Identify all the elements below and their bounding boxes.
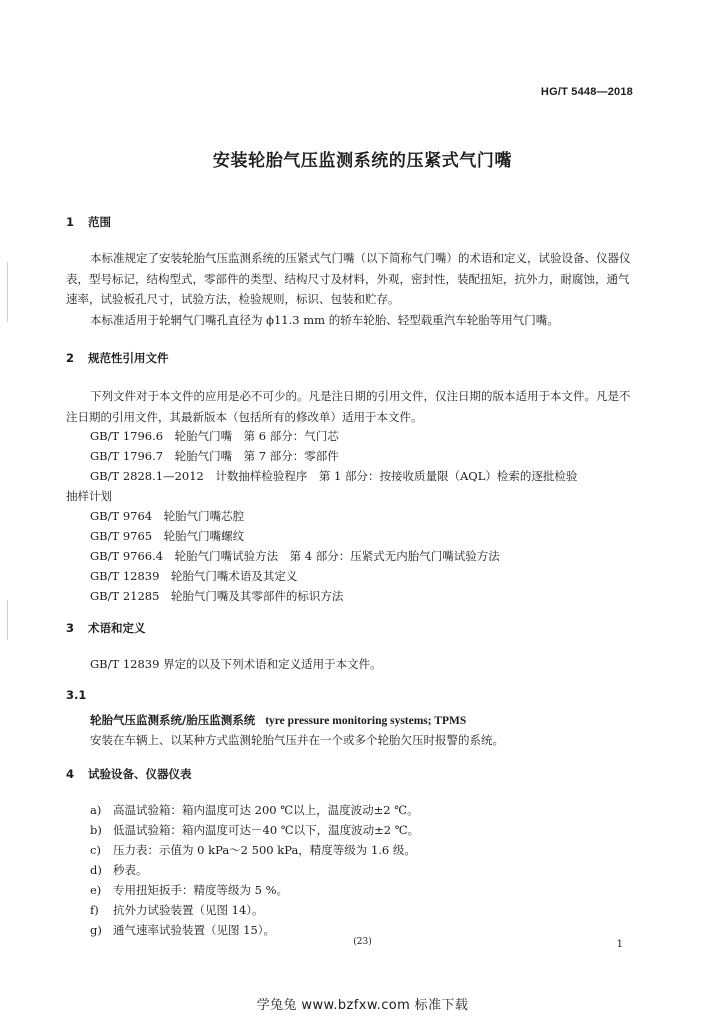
term-english: tyre pressure monitoring systems; TPMS [265, 715, 467, 727]
section-heading-terms [66, 620, 146, 636]
equipment-item: a) 高温试验箱：箱内温度可达 200 ℃以上，温度波动±2 ℃。 [90, 803, 419, 817]
equipment-item: f) 抗外力试验装置（见图 14）。 [90, 903, 264, 917]
references-intro: 下列文件对于本文件的应用是必不可少的。凡是注日期的引用文件，仅注日期的版本适用于本文件。凡是不注日期的引用文件，其最新版本（包括所有的修改单）适用于本文件。 [66, 389, 631, 424]
section-title: 范围 [88, 215, 111, 229]
equipment-item: b) 低温试验箱：箱内温度可达－40 ℃以下，温度波动±2 ℃。 [90, 823, 420, 837]
footer-watermark: 学兔兔 www.bzfxw.com 标准下载 [256, 998, 469, 1013]
scope-paragraph: 本标准适用于轮辋气门嘴孔直径为 ϕ11.3 mm 的轿车轮胎、轻型载重汽车轮胎等用气门嘴。 [90, 313, 559, 327]
section-title: 试验设备、仪器仪表 [88, 767, 192, 781]
equipment-item: e) 专用扭矩扳手：精度等级为 5 %。 [90, 883, 289, 897]
section-number: 3 [66, 621, 75, 635]
section-number: 2 [66, 351, 75, 365]
scan-artifact [7, 262, 8, 322]
term-entry [90, 712, 466, 728]
reference-item: GB/T 2828.1—2012 计数抽样检验程序 第 1 部分：按接收质量限（AQL）检索的逐批检验 [90, 469, 578, 483]
reference-item: GB/T 21285 轮胎气门嘴及其零部件的标识方法 [90, 589, 344, 603]
scope-paragraph: 本标准规定了安装轮胎气压监测系统的压紧式气门嘴（以下简称气门嘴）的术语和定义，试验设备、仪器仪表，型号标记，结构型式，零部件的类型、结构尺寸及材料，外观，密封性，装配扭矩，抗外力，耐腐蚀，通气速率，试验板孔尺寸，试验方法，检验规则，标识、包装和贮存。 [66, 251, 631, 306]
section-number: 1 [66, 215, 75, 229]
term-entry-number: 3.1 [66, 688, 87, 702]
page-number-center: (23) [353, 937, 372, 947]
section-number: 4 [66, 767, 75, 781]
document-title: 安装轮胎气压监测系统的压紧式气门嘴 [212, 151, 513, 171]
reference-item-continuation: 抽样计划 [66, 489, 112, 503]
section-title: 规范性引用文件 [88, 351, 169, 365]
term-chinese: 轮胎气压监测系统/胎压监测系统 [90, 713, 256, 727]
standard-code: HG/T 5448—2018 [540, 86, 633, 98]
equipment-item: g) 通气速率试验装置（见图 15）。 [90, 923, 276, 937]
section-heading-scope [66, 214, 111, 230]
reference-item: GB/T 9766.4 轮胎气门嘴试验方法 第 4 部分：压紧式无内胎气门嘴试验方法 [90, 549, 500, 563]
reference-item: GB/T 12839 轮胎气门嘴术语及其定义 [90, 569, 298, 583]
equipment-item: c) 压力表：示值为 0 kPa～2 500 kPa，精度等级为 1.6 级。 [90, 843, 416, 857]
page-number-right: 1 [616, 939, 623, 950]
reference-item: GB/T 9764 轮胎气门嘴芯腔 [90, 509, 245, 523]
section-title: 术语和定义 [88, 621, 146, 635]
terms-intro: GB/T 12839 界定的以及下列术语和定义适用于本文件。 [90, 657, 382, 671]
equipment-item: d) 秒表。 [90, 863, 148, 877]
section-heading-equipment [66, 766, 192, 782]
reference-item: GB/T 1796.7 轮胎气门嘴 第 7 部分：零部件 [90, 449, 339, 463]
reference-item: GB/T 1796.6 轮胎气门嘴 第 6 部分：气门芯 [90, 429, 339, 443]
scan-artifact [7, 600, 8, 640]
reference-item: GB/T 9765 轮胎气门嘴螺纹 [90, 529, 245, 543]
term-definition: 安装在车辆上、以某种方式监测轮胎气压并在一个或多个轮胎欠压时报警的系统。 [90, 733, 504, 747]
section-heading-references [66, 350, 169, 366]
